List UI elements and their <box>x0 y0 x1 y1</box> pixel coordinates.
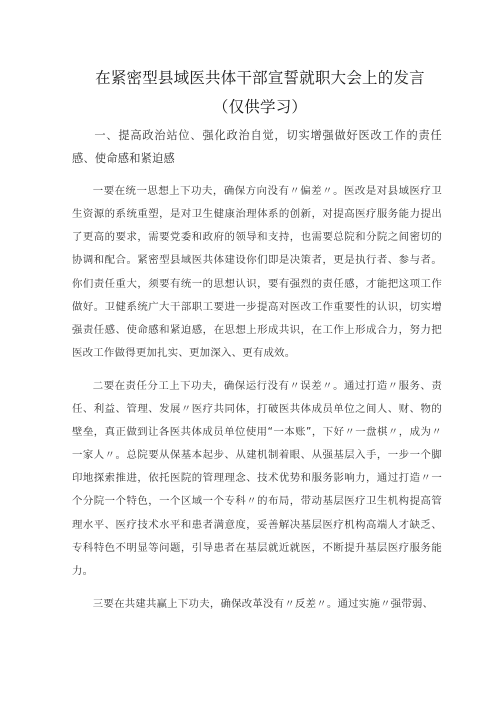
paragraph: 二要在责任分工上下功夫，确保运行没有〃误差〃。通过打造〃服务、责任、利益、管理、发展〃医疗共同体，打破医共体成员单位之间人、财、物的壁垒，真正做到让各医共体成员单位使用“一本账”，下好〃一盘棋〃，成为〃一家人〃。总院要从保基本起步、从建机制着眼、从强基层入手，一步一个脚印地探索推进，依托医院的管理理念、技术优势和服务影响力，通过打造〃一个分院一个特色，一个区域一个专科〃的布局，带动基层医疗卫生机构提高管理水平、医疗技术水平和患者满意度，妥善解决基层医疗机构高端人才缺乏、专科特色不明显等问题，引导患者在基层就近就医，不断提升基层医疗服务能力。 <box>72 379 442 577</box>
paragraph: 一要在统一思想上下功夫，确保方向没有〃偏差〃。医改是对县域医疗卫生资源的系统重塑，是对卫生健康治理体系的创新，对提高医疗服务能力提出了更高的要求，需要党委和政府的领导和支持，也需要总院和分院之间密切的协调和配合。紧密型县域医共体建设你们即是决策者，更是执行者、参与者。你们责任重大，须要有统一的思想认识，要有强烈的责任感，才能把这项工作做好。卫健系统广大干部职工要进一步提高对医改工作重要性的认识，切实增强责任感、使命感和紧迫感，在思想上形成共识，在工作上形成合力，努力把医改工作做得更加扎实、更加深入、更有成效。 <box>72 185 442 359</box>
document-title: 在紧密型县域医共体干部宣誓就职大会上的发言（仅供学习） <box>95 69 425 116</box>
document-body <box>72 124 442 616</box>
paragraph: 三要在共建共赢上下功夫，确保改革没有〃反差〃。通过实施〃强带弱、 <box>92 597 434 610</box>
section-heading: 一、提高政治站位、强化政治自觉，切实增强做好医改工作的责任感、使命感和紧迫感 <box>72 129 442 166</box>
